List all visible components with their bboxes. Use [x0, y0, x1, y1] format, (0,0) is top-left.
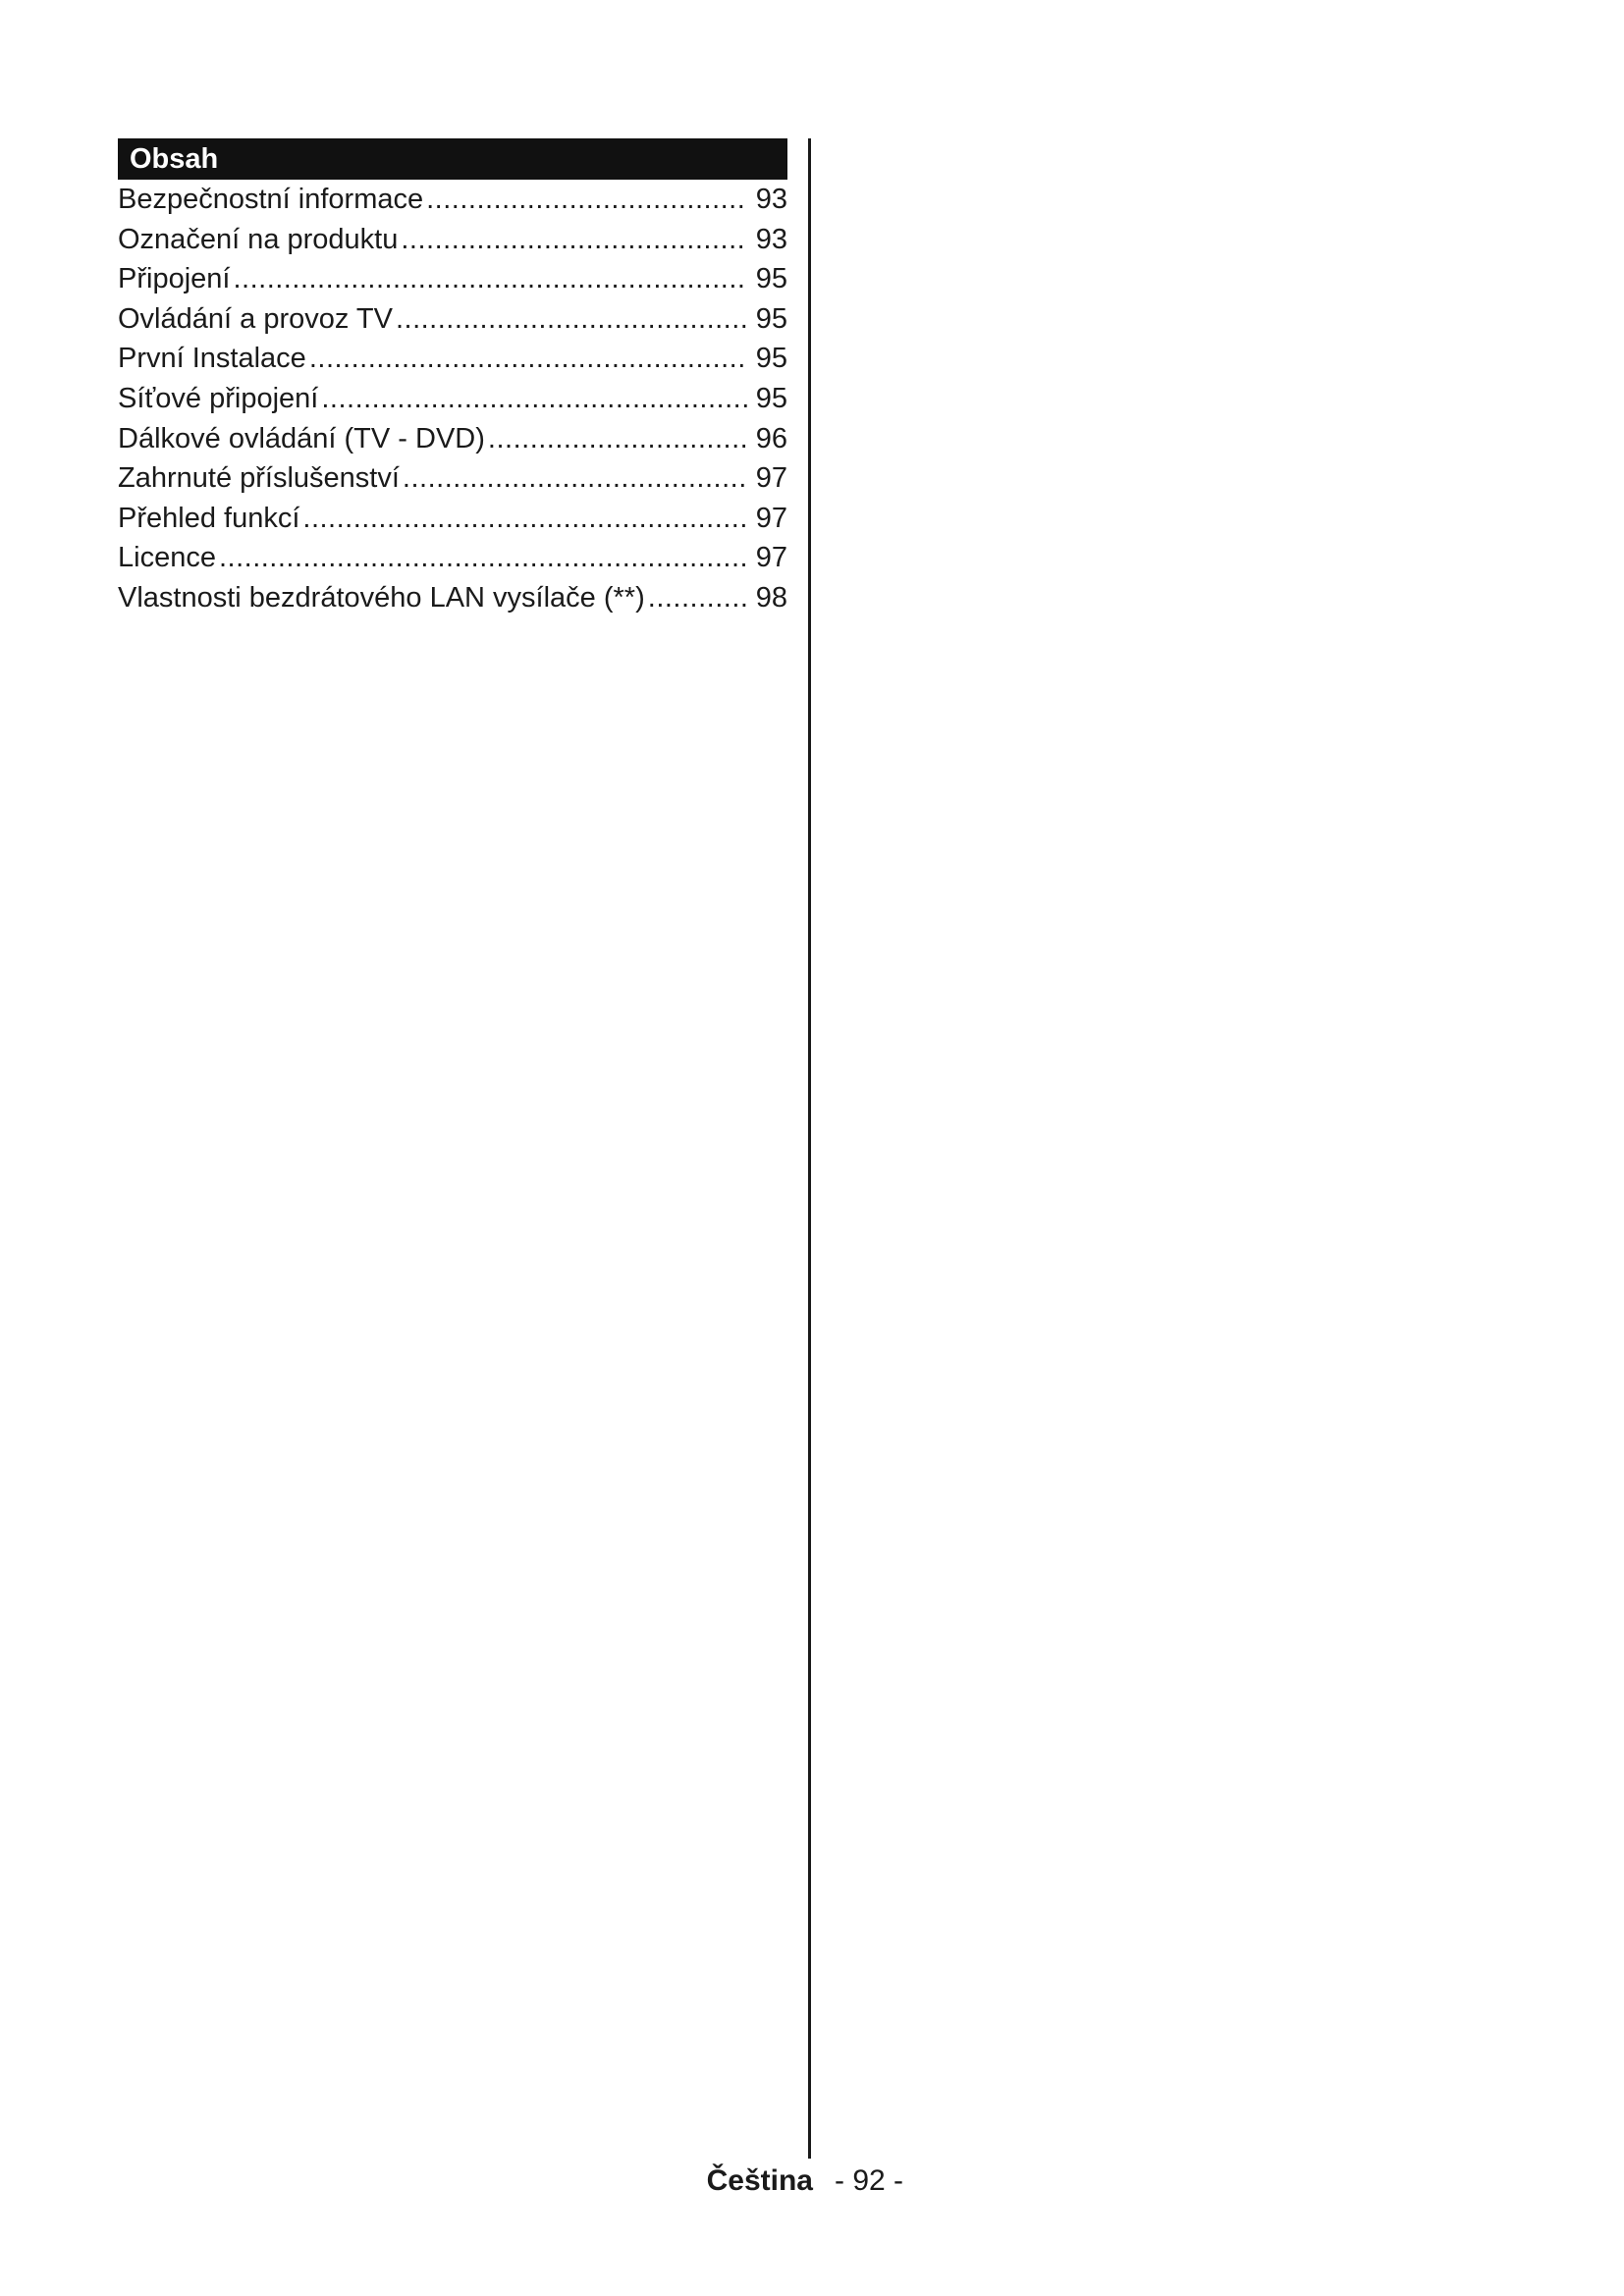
toc-entry-title: Označení na produktu	[118, 223, 399, 255]
dot-leader	[321, 379, 747, 419]
toc-entry-page: 97	[755, 542, 787, 574]
toc-entry-page: 93	[755, 223, 787, 255]
table-of-contents	[118, 138, 787, 618]
toc-entry-page: 96	[755, 422, 787, 454]
dot-leader	[401, 220, 747, 260]
dot-leader	[426, 180, 747, 220]
toc-entry[interactable]	[118, 578, 787, 618]
column-divider	[808, 138, 811, 2159]
dot-leader	[488, 419, 747, 459]
toc-entry-title: Přehled funkcí	[118, 502, 300, 534]
toc-heading: Obsah	[118, 138, 787, 180]
toc-entry-title: Dálkové ovládání (TV - DVD)	[118, 422, 485, 454]
dot-leader	[309, 339, 747, 379]
toc-entry[interactable]	[118, 339, 787, 379]
toc-entry-title: Vlastnosti bezdrátového LAN vysílače (**)	[118, 581, 645, 614]
footer-page-number: - 92 -	[835, 2164, 904, 2197]
toc-entry-page: 97	[755, 462, 787, 495]
toc-entry-title: První Instalace	[118, 343, 306, 375]
dot-leader	[403, 458, 747, 499]
toc-entry-title: Licence	[118, 542, 216, 574]
dot-leader	[219, 538, 747, 578]
toc-entry[interactable]	[118, 419, 787, 459]
toc-entry-title: Zahrnuté příslušenství	[118, 462, 400, 495]
toc-entry-page: 95	[755, 382, 787, 414]
toc-entry[interactable]	[118, 379, 787, 419]
toc-entry[interactable]	[118, 299, 787, 340]
toc-entry-title: Bezpečnostní informace	[118, 184, 424, 215]
dot-leader	[302, 499, 747, 539]
toc-entry-title: Připojení	[118, 263, 231, 295]
toc-entry-title: Síťové připojení	[118, 382, 319, 414]
dot-leader	[648, 578, 747, 618]
toc-entry[interactable]	[118, 220, 787, 260]
toc-entry-page: 93	[755, 184, 787, 215]
toc-entry-page: 98	[755, 581, 787, 614]
toc-entry-page: 95	[755, 343, 787, 375]
toc-entry[interactable]	[118, 538, 787, 578]
toc-entry[interactable]	[118, 499, 787, 539]
dot-leader	[233, 259, 747, 299]
toc-entry-title: Ovládání a provoz TV	[118, 302, 393, 335]
toc-entry-page: 95	[755, 263, 787, 295]
toc-entry-page: 97	[755, 502, 787, 534]
toc-entry-page: 95	[755, 302, 787, 335]
toc-entry[interactable]	[118, 458, 787, 499]
toc-entry[interactable]	[118, 180, 787, 220]
toc-list	[118, 180, 787, 618]
dot-leader	[396, 299, 747, 340]
footer-language: Čeština	[706, 2164, 813, 2197]
toc-entry[interactable]	[118, 259, 787, 299]
